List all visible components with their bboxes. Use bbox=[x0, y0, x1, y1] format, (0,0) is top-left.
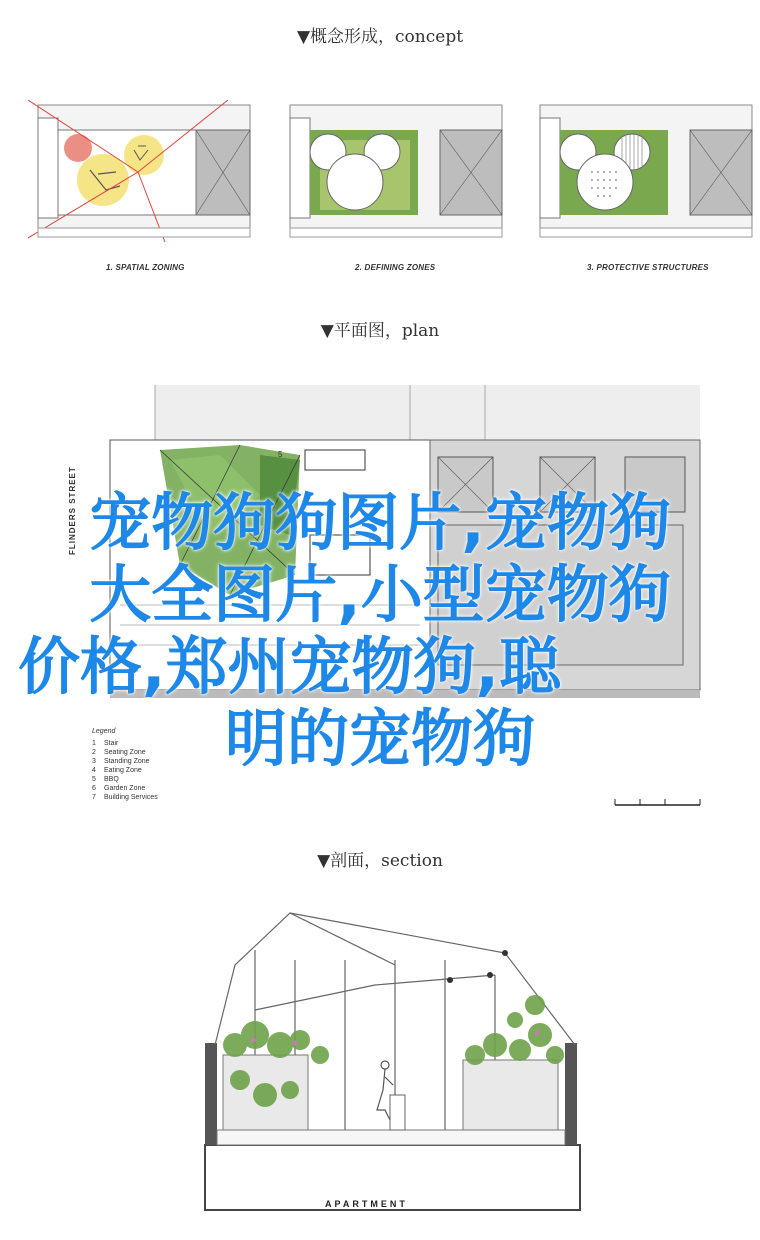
concept-diagram-defining-zones bbox=[280, 100, 505, 242]
legend-item: 6 Garden Zone bbox=[92, 785, 146, 792]
concept-heading: ▼概念形成，concept bbox=[296, 27, 464, 47]
legend-item: 5 BBQ bbox=[92, 776, 119, 783]
plan-marker-number: 5 bbox=[278, 450, 283, 459]
concept-diagram-spatial-zoning bbox=[28, 100, 253, 242]
legend-item: 7 Building Services bbox=[92, 794, 158, 801]
plan-heading: ▼平面图，plan bbox=[320, 321, 440, 341]
overlay-title-line-2: 大全图片,小型宠物狗 bbox=[89, 558, 671, 631]
legend-item: 3 Standing Zone bbox=[92, 758, 150, 765]
section-label: APARTMENT bbox=[325, 1199, 408, 1209]
legend-item: 2 Seating Zone bbox=[92, 749, 146, 756]
section-heading: ▼剖面，section bbox=[317, 851, 443, 871]
overlay-title-line-1: 宠物狗狗图片,宠物狗 bbox=[89, 486, 671, 559]
legend-item: 1 Stair bbox=[92, 740, 119, 747]
legend-item: 4 Eating Zone bbox=[92, 767, 142, 774]
concept-diagram-protective-structures bbox=[530, 100, 755, 242]
caption-defining-zones: 2. DEFINING ZONES bbox=[355, 263, 436, 272]
street-label: FLINDERS STREET bbox=[68, 466, 77, 555]
legend-title: Legend bbox=[92, 728, 116, 735]
overlay-title-line-3: 价格,郑州宠物狗,聪 bbox=[18, 630, 562, 703]
caption-spatial-zoning: 1. SPATIAL ZONING bbox=[106, 263, 185, 272]
section-drawing bbox=[195, 905, 590, 1215]
caption-protective-structures: 3. PROTECTIVE STRUCTURES bbox=[587, 263, 709, 272]
overlay-title-line-4: 明的宠物狗 bbox=[224, 702, 535, 775]
